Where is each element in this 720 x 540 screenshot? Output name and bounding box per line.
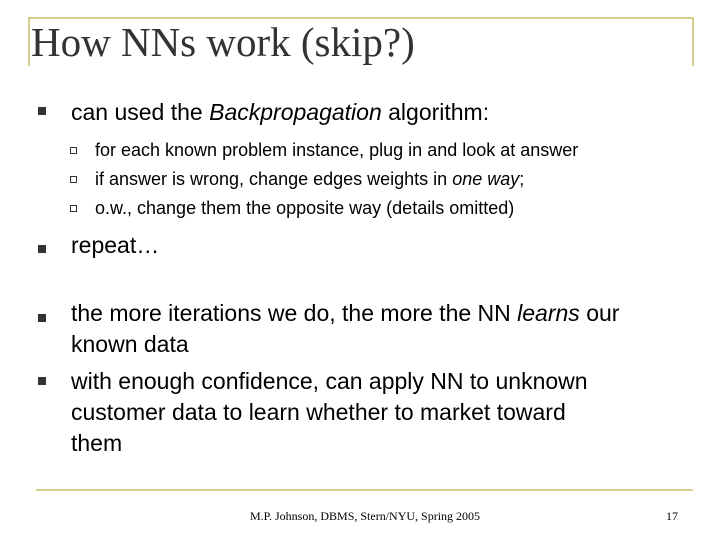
sub-bullet-each-instance: for each known problem instance, plug in and look at answer: [95, 140, 579, 160]
bullet-backpropagation: [71, 96, 489, 128]
bullet-emphasis: learns: [517, 300, 580, 326]
page-number: 17: [666, 509, 678, 523]
bullet-confidence-line3: them: [71, 430, 123, 456]
bullet-text: our: [579, 300, 620, 326]
bullet-text: if answer is wrong, change edges weights in: [95, 169, 453, 189]
bullet-confidence-line1: with enough confidence, can apply NN to unknown: [71, 368, 588, 394]
checkbox-bullet-icon: [70, 176, 77, 183]
checkbox-bullet-icon: [70, 205, 77, 212]
bullet-text: the more iterations we do, the more the NN: [71, 300, 518, 326]
square-bullet-icon: [38, 107, 46, 115]
checkbox-bullet-icon: [70, 147, 77, 154]
bullet-text: can used the: [71, 99, 210, 125]
bullet-emphasis: Backpropagation: [209, 99, 382, 125]
bullet-iterations-line1: [71, 297, 619, 329]
bullet-text: ;: [519, 169, 525, 189]
bullet-text: algorithm:: [381, 99, 490, 125]
sub-bullet-otherwise: o.w., change them the opposite way (details omitted): [95, 198, 515, 218]
sub-bullet-if-wrong: [95, 166, 524, 192]
square-bullet-icon: [38, 377, 46, 385]
square-bullet-icon: [38, 245, 46, 253]
title-frame-left-rule: [28, 17, 30, 66]
footer-credit: M.P. Johnson, DBMS, Stern/NYU, Spring 2005: [250, 509, 481, 523]
footer-rule: [36, 489, 693, 491]
bullet-iterations-line2: known data: [71, 331, 189, 357]
square-bullet-icon: [38, 314, 46, 322]
slide-title: How NNs work (skip?): [31, 19, 415, 65]
bullet-repeat: repeat…: [71, 232, 160, 258]
bullet-confidence-line2: customer data to learn whether to market toward: [71, 399, 566, 425]
bullet-emphasis: one way: [452, 169, 520, 189]
title-frame-right-rule: [692, 17, 694, 66]
